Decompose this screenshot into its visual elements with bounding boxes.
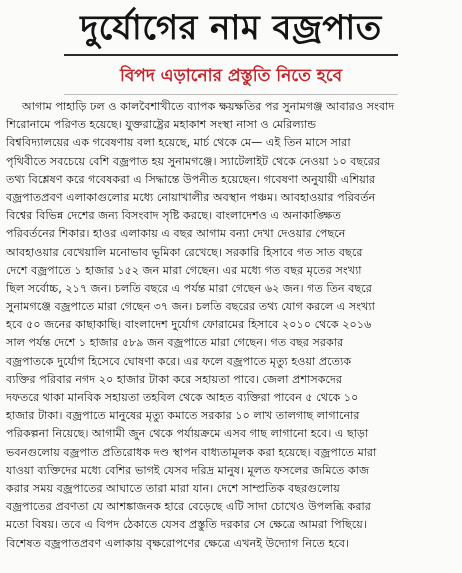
article-line: সুনামগঞ্জে বজ্রপাতে মারা গেছেন ৩৭ জন। চলতি বছরের তথ্য যোগ করলে এ সংখ্যা: [6, 300, 375, 314]
article-line: বজ্রপাতকে দুর্যোগ হিসেবে ঘোষণা করে। এর ফলে বজ্রপাতে মৃত্যু হওয়া প্রত্যেক: [6, 354, 352, 368]
article-line: হাজার টাকা। বজ্রপাতে মানুষের মৃত্যু কমাতে সরকার ১০ লাখ তালগাছ লাগানোর: [6, 409, 360, 423]
headline-divider: [64, 54, 398, 56]
article-line: পৃথিবীতে সবচেয়ে বেশি বজ্রপাত হয় সুনামগঞ্জে। স্যাটেলাইট থেকে নেওয়া ১০ বছরের: [6, 154, 381, 168]
article-line: ভবনগুলোয় বজ্রপাত প্রতিরোধক দণ্ড স্থাপন বাধ্যতামূলক করা হয়েছে। বজ্রপাতে মারা: [6, 445, 377, 459]
article-line: হবে ৫০ জনের কাছাকাছি। বাংলাদেশ দুর্যোগ ফোরামের হিসাবে ২০১০ থেকে ২০১৬: [6, 318, 372, 332]
article-line: বজ্রপাতপ্রবণ এলাকাগুলোর মধ্যে নোয়াখালীর অবস্থান পঞ্চম। আবহাওয়ার পরিবর্তন: [6, 190, 376, 204]
article-line: আগাম পাহাড়ি ঢল ও কালবৈশাখীতে ব্যাপক ক্ষয়ক্ষতির পর সুনামগঞ্জ আবারও সংবাদ: [22, 100, 395, 113]
article-line: মতো বিষয়। তবে এ বিপদ ঠেকাতে যেসব প্রস্তুতি দরকার সে ক্ষেত্রে আমরা পিছিয়ে।: [6, 518, 367, 532]
headline: দুর্যোগের নাম বজ্রপাত: [80, 8, 382, 48]
article-line: যাওয়া ব্যক্তিদের মধ্যে বেশির ভাগই যেসব দরিদ্র মানুষ। মূলত ফসলের জমিতে কাজ: [6, 463, 370, 477]
article-line: সাল পর্যন্ত দেশে ১ হাজার ৫৮৯ জন বজ্রপাতে মারা গেছেন। গত বছর সরকার: [6, 336, 344, 350]
subheadline: বিপদ এড়ানোর প্রস্তুতি নিতে হবে: [119, 66, 343, 86]
article-line: বিশেষত বজ্রপাতপ্রবণ এলাকায় বৃক্ষরোপণের ক্ষেত্রে এখনই উদ্যোগ নিতে হবে।: [6, 536, 350, 550]
article-line: বিশ্বের বিভিন্ন দেশের জন্য বিসংবাদ সৃষ্টি করছে। বাংলাদেশও এ অনাকাঙ্ক্ষিত: [6, 209, 342, 223]
article-line: বিশ্ববিদ্যালয়ের এক গবেষণায় বলা হয়েছে, মার্চ থেকে মে— এই তিন মাসে সারা: [6, 136, 351, 150]
article-line: ছিল সর্বোচ্চ, ২১৭ জন। চলতি বছরে এ পর্যন্ত মারা গেছেন ৬২ জন। গত তিন বছরে: [6, 281, 372, 295]
article-line: শিরোনামে পরিণত হয়েছে। যুক্তরাষ্ট্রের মহাকাশ সংস্থা নাসা ও মেরিল্যান্ড: [6, 118, 317, 132]
article-line: পরিবর্তনের শিকার। হাওর এলাকায় এ বছর আগাম বন্যা দেখা দেওয়ার পেছনে: [6, 227, 346, 241]
article-body: [6, 98, 456, 568]
subheadline-divider: [64, 94, 398, 95]
article-line: তথ্য বিশ্লেষণ করে গবেষকরা এ সিদ্ধান্তে উপনীত হয়েছেন। গবেষণা অনুযায়ী এশিয়ার: [6, 172, 376, 186]
article-line: পরিকল্পনা নিয়েছে। আগামী জুন থেকে পর্যায়ক্রমে এসব গাছ লাগানো হবে। এ ছাড়া: [6, 427, 369, 441]
article-line: দফতরে থাকা মানবিক সহায়তা তহবিল থেকে আহত ব্যক্তিরা পাবেন ৫ থেকে ১০: [6, 391, 359, 404]
article-line: আবহাওয়ার বেখেয়ালি মনোভাব ভূমিকা রেখেছে। সরকারি হিসাবে গত সাত বছরে: [6, 245, 363, 259]
article-line: করার সময় বজ্রপাতের আঘাতে তারা মারা যান। দেশে সাম্প্রতিক বছরগুলোয়: [6, 481, 340, 495]
article-line: ব্যক্তির পরিবার নগদ ২০ হাজার টাকা করে সহায়তা পাবে। জেলা প্রশাসকদের: [6, 372, 343, 386]
article-line: বজ্রপাতের প্রবণতা যে আশঙ্কাজনক হারে বেড়েছে এটি সাদা চোখেও উপলব্ধি করার: [6, 500, 371, 514]
article-line: দেশে বজ্রপাতে ১ হাজার ১৫২ জন মারা গেছেন। এর মধ্যে গত বছর মৃতের সংখ্যা: [6, 263, 362, 277]
